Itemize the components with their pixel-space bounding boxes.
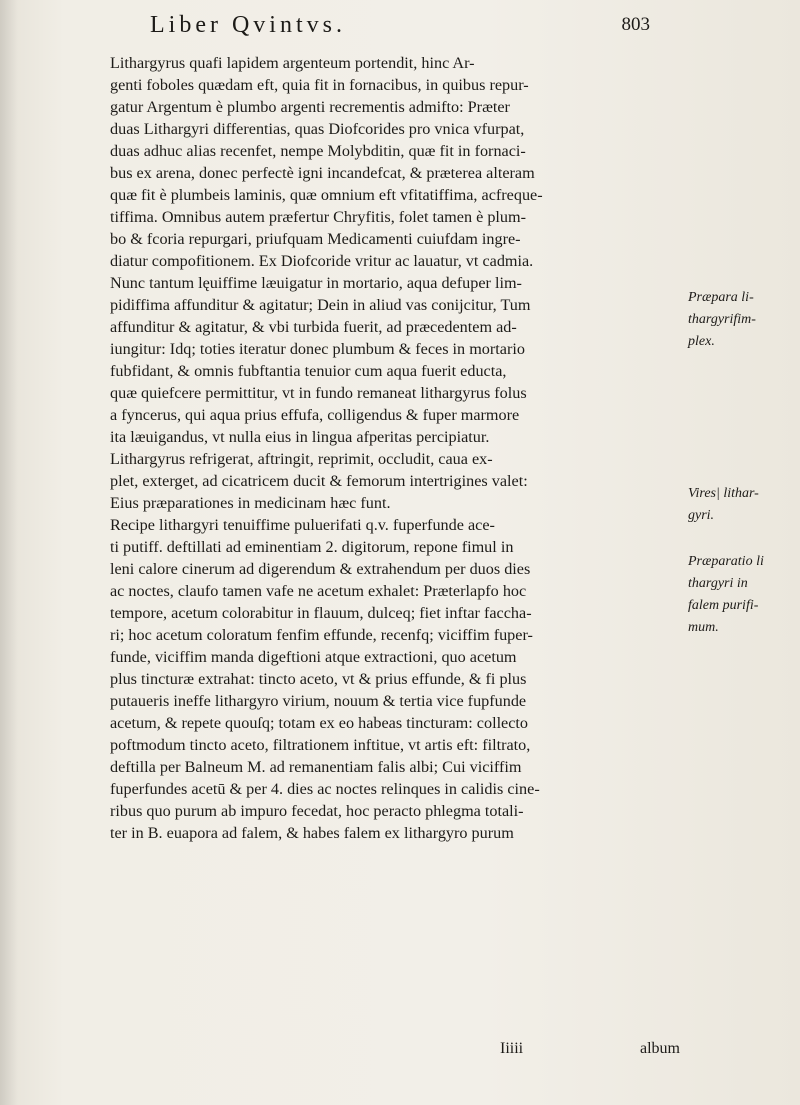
text-line: genti foboles quædam eft, quia fit in fornacibus, in quibus repur- — [110, 76, 529, 94]
text-line: Lithargyrus quafi lapidem argenteum portendit, hinc Ar- — [110, 54, 475, 72]
text-line: putaueris ineffe lithargyro virium, nouum & tertia vice fupfunde — [110, 692, 527, 710]
margin-note: thargyrifim- — [688, 312, 756, 327]
page-footer — [110, 1040, 680, 1064]
text-line: diatur compofitionem. Ex Diofcoride vritur ac lauatur, vt cadmia. — [110, 252, 534, 270]
text-line: ti putiff. deftillati ad eminentiam 2. digitorum, repone fimul in — [110, 538, 514, 556]
text-line: ter in B. euapora ad falem, & habes falem ex lithargyro purum — [110, 824, 514, 842]
text-line: tempore, acetum colorabitur in flauum, dulceq; fiet inftar faccha- — [110, 604, 532, 622]
text-line: tiffima. Omnibus autem præfertur Chryfitis, folet tamen è plum- — [110, 208, 526, 226]
text-line: a fyncerus, qui aqua prius effufa, colligendus & fuper marmore — [110, 406, 520, 424]
text-line: Nunc tantum lęuiffime læuigatur in mortario, aqua defuper lim- — [110, 274, 522, 292]
text-line: affunditur & agitatur, & vbi turbida fuerit, ad præcedentem ad- — [110, 318, 517, 336]
running-title: Liber Qvintvs. — [150, 12, 346, 38]
text-line: fuperfundes acetū & per 4. dies ac noctes relinques in calidis cine- — [110, 780, 540, 798]
text-line: gatur Argentum è plumbo argenti recrementis admifto: Præter — [110, 98, 510, 116]
text-line: iungitur: Idq; toties iteratur donec plumbum & feces in mortario — [110, 340, 525, 358]
margin-note: Vires| lithar- — [688, 486, 759, 501]
text-line: duas adhuc alias recenfet, nempe Molybditin, quæ fit in fornaci- — [110, 142, 526, 160]
text-line: deftilla per Balneum M. ad remanentiam falis albi; Cui viciffim — [110, 758, 522, 776]
text-line: bo & fcoria repurgari, priufquam Medicamenti cuiufdam ingre- — [110, 230, 521, 248]
text-line: Lithargyrus refrigerat, aftringit, reprimit, occludit, caua ex- — [110, 450, 493, 468]
text-line: funde, viciffim manda digeftioni atque extractioni, quo acetum — [110, 648, 517, 666]
text-line: ri; hoc acetum coloratum fenfim effunde, recenfq; viciffim fuper- — [110, 626, 533, 644]
main-text-block — [110, 52, 680, 844]
text-line: ita læuigandus, vt nulla eius in lingua afperitas percipiatur. — [110, 428, 490, 446]
text-line: acetum, & repete quouſq; totam ex eo habeas tincturam: collecto — [110, 714, 529, 732]
margin-note: falem purifi- — [688, 598, 759, 613]
text-line: bus ex arena, donec perfectè igni incandefcat, & prætereа alteram — [110, 164, 535, 182]
text-line: duas Lithargyri differentias, quas Diofcorides pro vnica vfurpat, — [110, 120, 525, 138]
margin-note: thargyri in — [688, 576, 748, 591]
text-line: ac noctes, claufo tamen vafe ne acetum exhalet: Præterlapfo hoc — [110, 582, 527, 600]
catchword: album — [640, 1040, 680, 1057]
text-line: ribus quo purum ab impuro fecedat, hoc peracto phlegma totali- — [110, 802, 524, 820]
text-line: poftmodum tincto aceto, filtrationem inftitue, vt artis eft: filtrato, — [110, 736, 531, 754]
margin-note: Præpara li- — [688, 290, 754, 305]
margin-note: mum. — [688, 620, 719, 635]
page-header — [150, 10, 650, 42]
text-line: quæ fit è plumbeis laminis, quæ omnium eft vfitatiffima, acfreque- — [110, 186, 543, 204]
page-fold-shadow — [0, 0, 18, 1105]
text-line: plet, exterget, ad cicatricem ducit & femorum intertrigines valet: — [110, 472, 528, 490]
text-line: fubfidant, & omnis fubftantia tenuior cum aqua fuerit educta, — [110, 362, 507, 380]
text-line: Recipe lithargyri tenuiffime puluerifati q.v. fuperfunde ace- — [110, 516, 495, 534]
page-number: 803 — [621, 14, 650, 35]
text-line: pidiffima affunditur & agitatur; Dein in aliud vas conijcitur, Tum — [110, 296, 531, 314]
text-line: plus tincturæ extrahat: tincto aceto, vt & prius effunde, & fi plus — [110, 670, 527, 688]
text-line: Eius præparationes in medicinam hæc funt. — [110, 494, 391, 512]
margin-note: gyri. — [688, 508, 715, 523]
margin-note: Præparatio li — [688, 554, 764, 569]
margin-note: plex. — [688, 334, 715, 349]
text-line: quæ quiefcere permittitur, vt in fundo remaneat lithargyrus folus — [110, 384, 527, 402]
text-line: leni calore cinerum ad digerendum & extrahendum per duos dies — [110, 560, 531, 578]
signature-mark: Iiiii — [500, 1040, 524, 1057]
